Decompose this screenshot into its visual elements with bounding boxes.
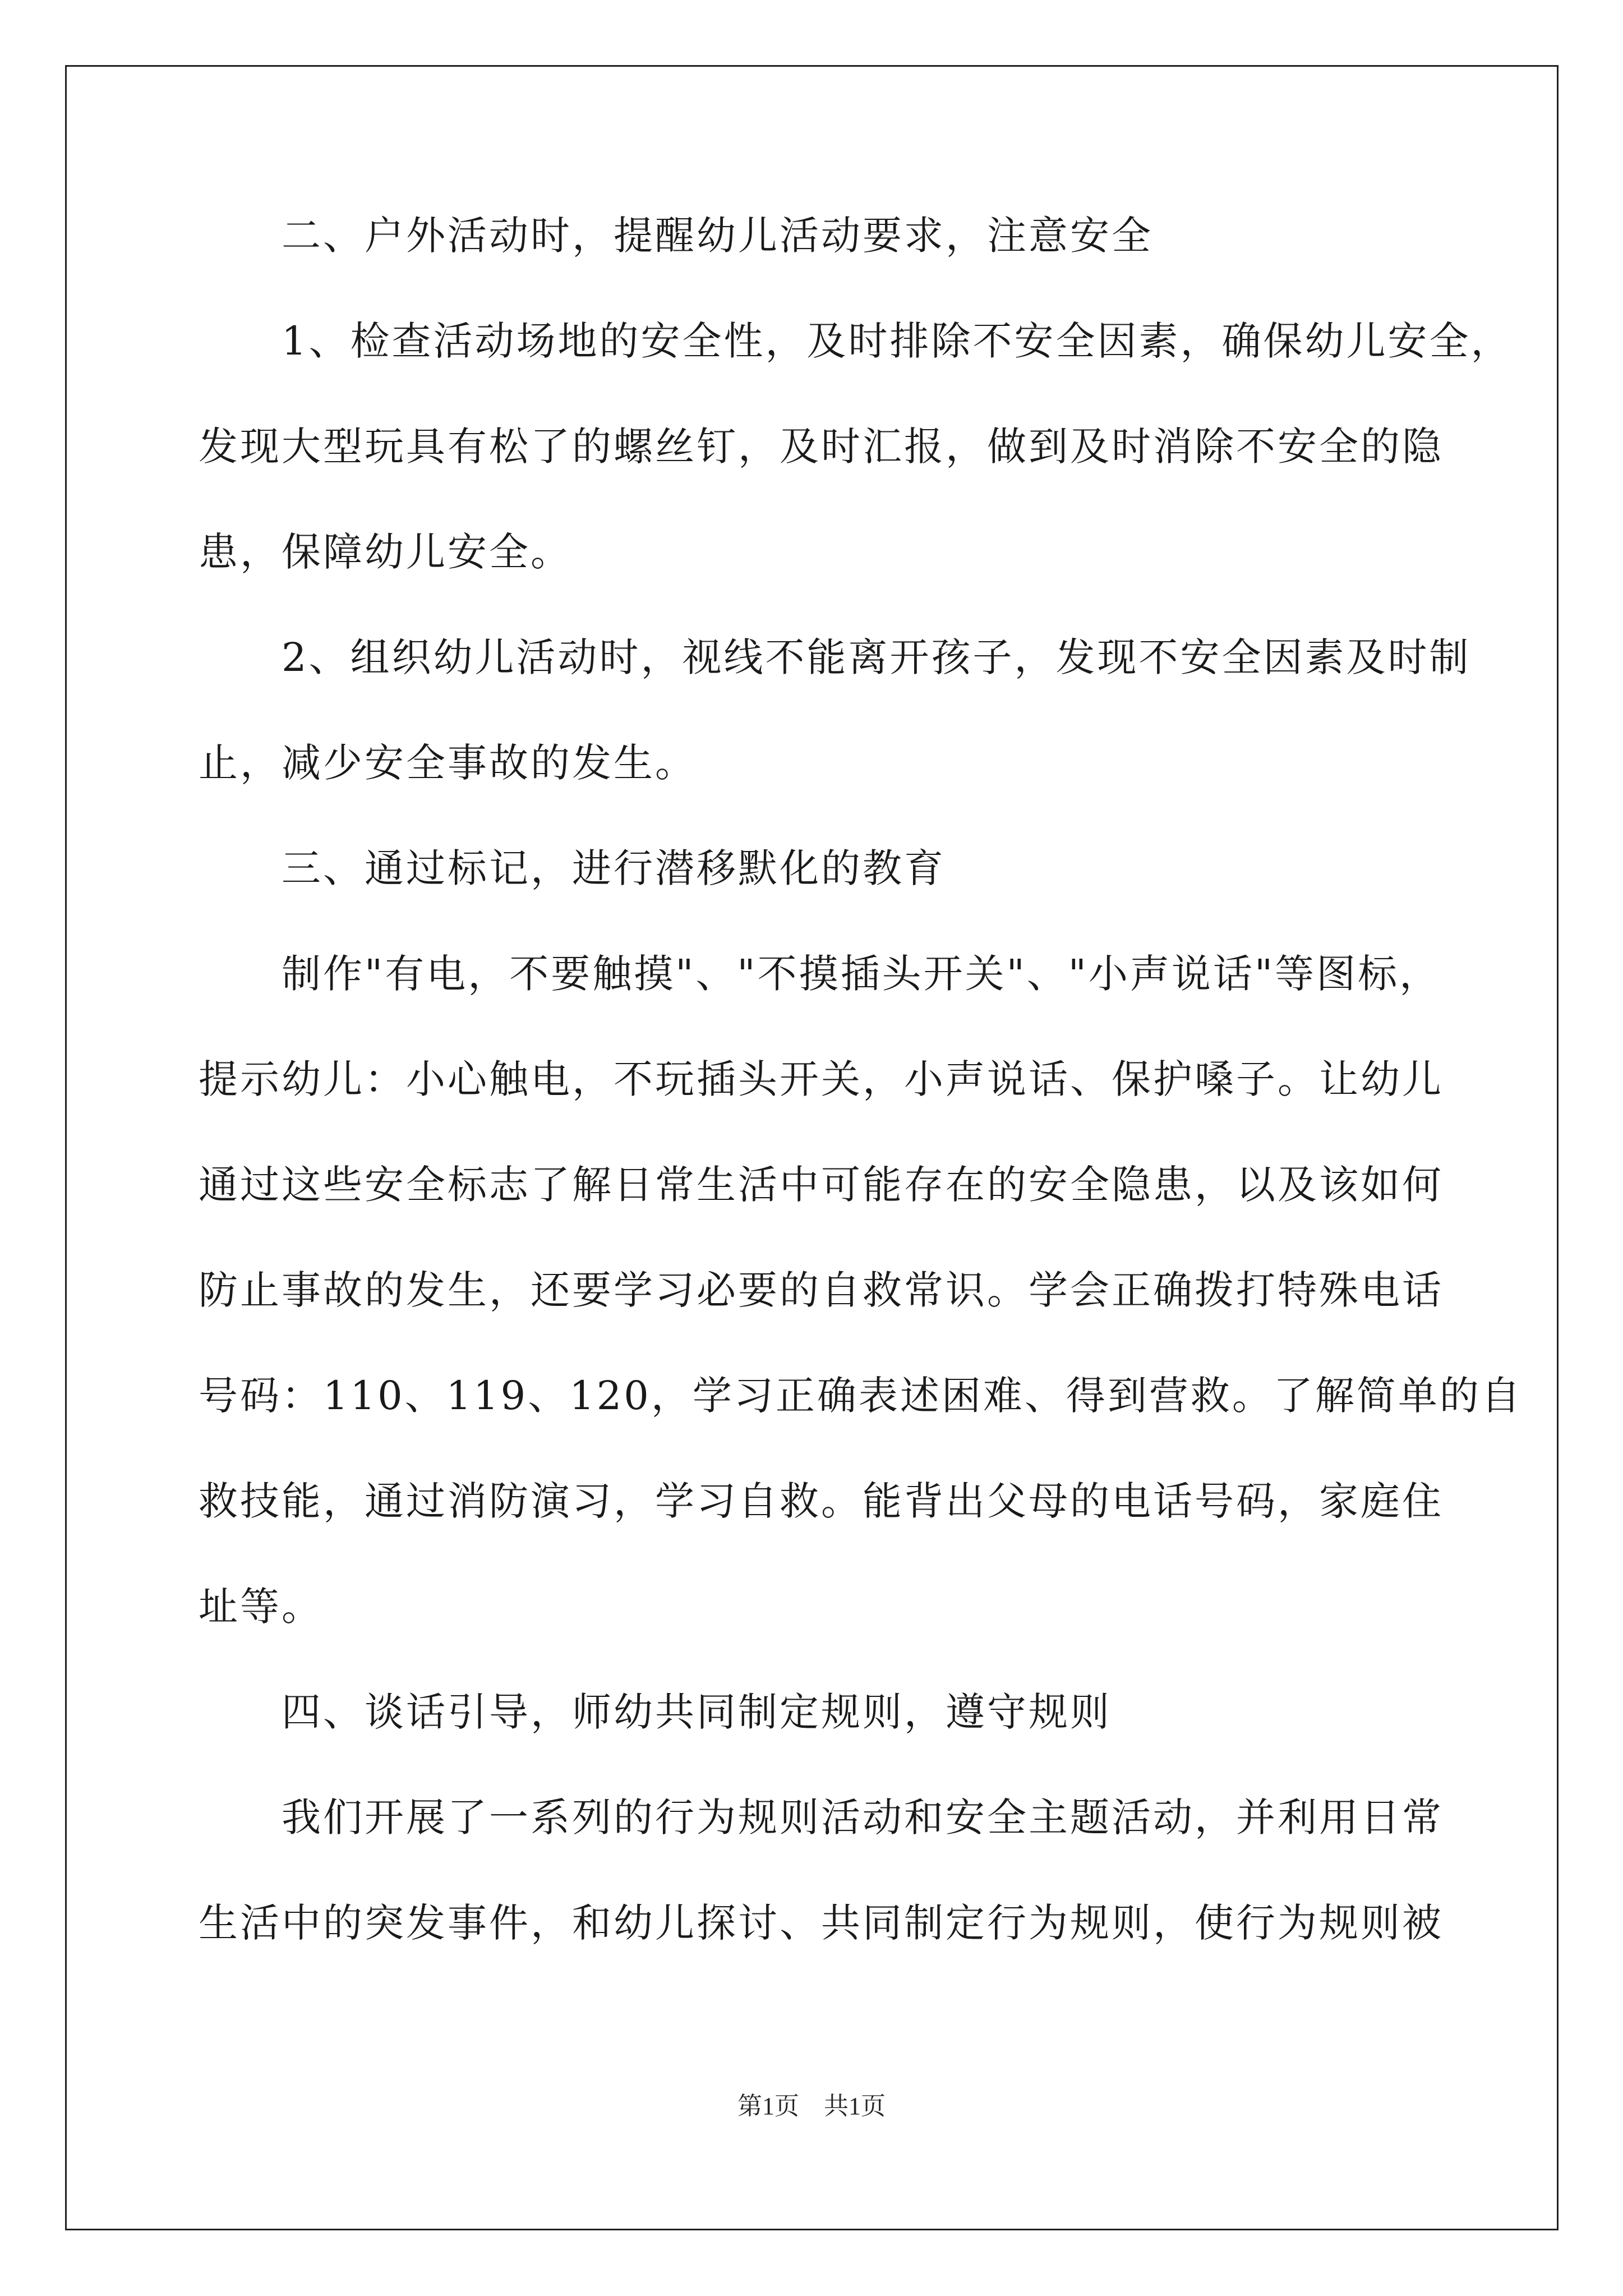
paragraph-line: 生活中的突发事件，和幼儿探讨、共同制定行为规则，使行为规则被 <box>199 1900 1444 1946</box>
paragraph-line: 提示幼儿：小心触电，不玩插头开关，小声说话、保护嗓子。让幼儿 <box>199 1056 1444 1102</box>
paragraph-line: 通过这些安全标志了解日常生活中可能存在的安全隐患，以及该如何 <box>199 1162 1444 1208</box>
paragraph-line: 2、组织幼儿活动时，视线不能离开孩子，发现不安全因素及时制 <box>282 634 1471 680</box>
paragraph-line: 1、检查活动场地的安全性，及时排除不安全因素，确保幼儿安全， <box>282 318 1513 364</box>
paragraph-line: 止，减少安全事故的发生。 <box>199 740 697 786</box>
heading-talk-guidance: 四、谈话引导，师幼共同制定规则，遵守规则 <box>282 1689 1112 1735</box>
page-number-footer: 第1页 共1页 <box>737 2092 886 2120</box>
paragraph-line: 我们开展了一系列的行为规则活动和安全主题活动，并利用日常 <box>282 1795 1444 1841</box>
paragraph-line: 制作"有电，不要触摸"、"不摸插头开关"、"小声说话"等图标， <box>282 951 1441 997</box>
paragraph-line: 址等。 <box>199 1584 323 1630</box>
heading-outdoor-activity: 二、户外活动时，提醒幼儿活动要求，注意安全 <box>282 213 1153 259</box>
paragraph-line: 患，保障幼儿安全。 <box>199 529 572 575</box>
paragraph-line: 防止事故的发生，还要学习必要的自救常识。学会正确拨打特殊电话 <box>199 1267 1444 1313</box>
heading-signs-education: 三、通过标记，进行潜移默化的教育 <box>282 845 946 891</box>
paragraph-line: 号码：110、119、120，学习正确表述困难、得到营救。了解简单的自 <box>199 1373 1523 1419</box>
paragraph-line: 发现大型玩具有松了的螺丝钉，及时汇报，做到及时消除不安全的隐 <box>199 424 1444 470</box>
paragraph-line: 救技能，通过消防演习，学习自救。能背出父母的电话号码，家庭住 <box>199 1478 1444 1524</box>
